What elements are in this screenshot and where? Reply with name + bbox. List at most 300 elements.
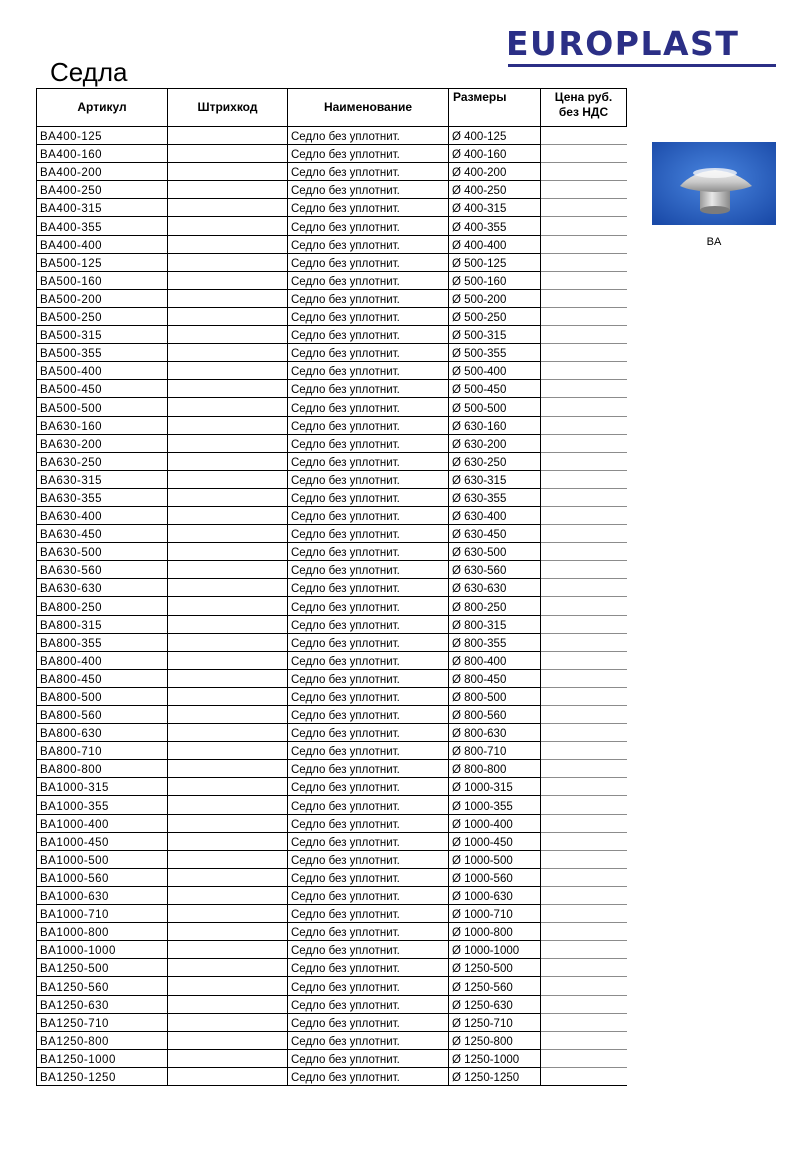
table-row <box>37 326 627 344</box>
cell-article: BA1000-1000 <box>37 941 168 959</box>
cell-barcode <box>168 307 288 325</box>
cell-name: Седло без уплотнит. <box>288 959 449 977</box>
table-row <box>37 416 627 434</box>
cell-price <box>541 597 627 615</box>
cell-name: Седло без уплотнит. <box>288 344 449 362</box>
cell-size: Ø 800-450 <box>449 669 541 687</box>
cell-article: BA1000-355 <box>37 796 168 814</box>
table-row <box>37 760 627 778</box>
cell-name: Седло без уплотнит. <box>288 199 449 217</box>
cell-name: Седло без уплотнит. <box>288 380 449 398</box>
cell-article: BA500-200 <box>37 289 168 307</box>
cell-size: Ø 630-200 <box>449 434 541 452</box>
cell-article: BA400-160 <box>37 145 168 163</box>
cell-article: BA800-560 <box>37 706 168 724</box>
page-title: Седла <box>50 57 128 87</box>
cell-article: BA400-315 <box>37 199 168 217</box>
cell-size: Ø 630-250 <box>449 452 541 470</box>
cell-size: Ø 630-400 <box>449 506 541 524</box>
cell-price <box>541 1049 627 1067</box>
cell-price <box>541 163 627 181</box>
cell-barcode <box>168 923 288 941</box>
cell-barcode <box>168 561 288 579</box>
cell-article: BA800-315 <box>37 615 168 633</box>
table-row <box>37 814 627 832</box>
cell-size: Ø 500-200 <box>449 289 541 307</box>
cell-price <box>541 706 627 724</box>
cell-size: Ø 800-500 <box>449 687 541 705</box>
cell-article: BA800-800 <box>37 760 168 778</box>
cell-name: Седло без уплотнит. <box>288 814 449 832</box>
cell-size: Ø 800-630 <box>449 724 541 742</box>
table-row <box>37 235 627 253</box>
cell-name: Седло без уплотнит. <box>288 760 449 778</box>
table-row <box>37 651 627 669</box>
cell-size: Ø 630-560 <box>449 561 541 579</box>
cell-barcode <box>168 1013 288 1031</box>
cell-name: Седло без уплотнит. <box>288 850 449 868</box>
cell-article: BA630-315 <box>37 470 168 488</box>
cell-article: BA1000-450 <box>37 832 168 850</box>
cell-price <box>541 398 627 416</box>
cell-barcode <box>168 416 288 434</box>
saddle-product-image <box>652 142 776 225</box>
cell-article: BA500-125 <box>37 253 168 271</box>
cell-name: Седло без уплотнит. <box>288 488 449 506</box>
cell-barcode <box>168 941 288 959</box>
cell-barcode <box>168 543 288 561</box>
header-price-line2: без НДС <box>558 105 609 119</box>
cell-barcode <box>168 452 288 470</box>
cell-article: BA500-400 <box>37 362 168 380</box>
cell-barcode <box>168 253 288 271</box>
cell-size: Ø 630-355 <box>449 488 541 506</box>
cell-article: BA1000-315 <box>37 778 168 796</box>
table-row <box>37 127 627 145</box>
table-row <box>37 941 627 959</box>
cell-article: BA630-560 <box>37 561 168 579</box>
cell-barcode <box>168 217 288 235</box>
cell-barcode <box>168 289 288 307</box>
cell-article: BA500-315 <box>37 326 168 344</box>
cell-price <box>541 778 627 796</box>
cell-article: BA800-355 <box>37 633 168 651</box>
cell-article: BA630-630 <box>37 579 168 597</box>
cell-size: Ø 800-560 <box>449 706 541 724</box>
cell-article: BA1250-800 <box>37 1031 168 1049</box>
cell-price <box>541 253 627 271</box>
cell-price <box>541 380 627 398</box>
table-row <box>37 995 627 1013</box>
cell-barcode <box>168 398 288 416</box>
cell-price <box>541 796 627 814</box>
table-row <box>37 923 627 941</box>
cell-article: BA500-160 <box>37 271 168 289</box>
cell-barcode <box>168 959 288 977</box>
cell-article: BA800-710 <box>37 742 168 760</box>
cell-name: Седло без уплотнит. <box>288 615 449 633</box>
table-row <box>37 850 627 868</box>
table-row <box>37 687 627 705</box>
cell-price <box>541 145 627 163</box>
cell-name: Седло без уплотнит. <box>288 832 449 850</box>
cell-barcode <box>168 905 288 923</box>
cell-name: Седло без уплотнит. <box>288 326 449 344</box>
cell-name: Седло без уплотнит. <box>288 307 449 325</box>
cell-size: Ø 1000-630 <box>449 886 541 904</box>
cell-price <box>541 434 627 452</box>
table-row <box>37 181 627 199</box>
cell-price <box>541 651 627 669</box>
cell-size: Ø 1250-1250 <box>449 1067 541 1085</box>
cell-article: BA400-355 <box>37 217 168 235</box>
cell-price <box>541 362 627 380</box>
cell-barcode <box>168 506 288 524</box>
logo-underline <box>508 64 776 67</box>
cell-article: BA630-160 <box>37 416 168 434</box>
cell-barcode <box>168 814 288 832</box>
cell-barcode <box>168 995 288 1013</box>
cell-price <box>541 905 627 923</box>
cell-barcode <box>168 760 288 778</box>
cell-price <box>541 561 627 579</box>
cell-size: Ø 400-200 <box>449 163 541 181</box>
cell-article: BA800-500 <box>37 687 168 705</box>
table-row <box>37 271 627 289</box>
cell-price <box>541 941 627 959</box>
cell-barcode <box>168 977 288 995</box>
cell-name: Седло без уплотнит. <box>288 724 449 742</box>
table-row <box>37 886 627 904</box>
cell-size: Ø 1250-800 <box>449 1031 541 1049</box>
cell-price <box>541 470 627 488</box>
cell-price <box>541 344 627 362</box>
cell-barcode <box>168 163 288 181</box>
cell-price <box>541 959 627 977</box>
cell-name: Седло без уплотнит. <box>288 651 449 669</box>
cell-size: Ø 500-125 <box>449 253 541 271</box>
table-row <box>37 452 627 470</box>
cell-article: BA630-400 <box>37 506 168 524</box>
table-row <box>37 199 627 217</box>
cell-article: BA400-400 <box>37 235 168 253</box>
cell-article: BA1250-630 <box>37 995 168 1013</box>
cell-name: Седло без уплотнит. <box>288 977 449 995</box>
cell-size: Ø 800-355 <box>449 633 541 651</box>
cell-price <box>541 832 627 850</box>
cell-barcode <box>168 326 288 344</box>
cell-price <box>541 724 627 742</box>
cell-barcode <box>168 380 288 398</box>
cell-name: Седло без уплотнит. <box>288 687 449 705</box>
cell-barcode <box>168 344 288 362</box>
table-row <box>37 506 627 524</box>
cell-price <box>541 199 627 217</box>
cell-name: Седло без уплотнит. <box>288 525 449 543</box>
cell-size: Ø 500-315 <box>449 326 541 344</box>
cell-barcode <box>168 633 288 651</box>
cell-barcode <box>168 850 288 868</box>
cell-price <box>541 307 627 325</box>
cell-price <box>541 452 627 470</box>
cell-size: Ø 500-355 <box>449 344 541 362</box>
price-table <box>36 88 627 1086</box>
logo-text: EUROPLAST <box>506 24 740 63</box>
cell-size: Ø 1250-500 <box>449 959 541 977</box>
table-row <box>37 832 627 850</box>
cell-size: Ø 630-450 <box>449 525 541 543</box>
cell-name: Седло без уплотнит. <box>288 398 449 416</box>
cell-article: BA400-125 <box>37 127 168 145</box>
table-row <box>37 307 627 325</box>
cell-barcode <box>168 1031 288 1049</box>
cell-size: Ø 400-315 <box>449 199 541 217</box>
cell-barcode <box>168 651 288 669</box>
cell-price <box>541 977 627 995</box>
cell-name: Седло без уплотнит. <box>288 905 449 923</box>
table-row <box>37 145 627 163</box>
cell-article: BA1000-400 <box>37 814 168 832</box>
cell-size: Ø 800-315 <box>449 615 541 633</box>
cell-article: BA500-500 <box>37 398 168 416</box>
cell-price <box>541 615 627 633</box>
cell-price <box>541 868 627 886</box>
cell-size: Ø 500-250 <box>449 307 541 325</box>
cell-price <box>541 525 627 543</box>
cell-article: BA1000-630 <box>37 886 168 904</box>
table-row <box>37 1013 627 1031</box>
table-row <box>37 398 627 416</box>
cell-price <box>541 1031 627 1049</box>
cell-size: Ø 1000-400 <box>449 814 541 832</box>
table-row <box>37 742 627 760</box>
table-row <box>37 1067 627 1085</box>
cell-size: Ø 800-250 <box>449 597 541 615</box>
cell-price <box>541 995 627 1013</box>
cell-price <box>541 181 627 199</box>
cell-barcode <box>168 579 288 597</box>
cell-size: Ø 800-710 <box>449 742 541 760</box>
table-row <box>37 380 627 398</box>
cell-name: Седло без уплотнит. <box>288 579 449 597</box>
cell-article: BA1250-1000 <box>37 1049 168 1067</box>
cell-price <box>541 923 627 941</box>
cell-article: BA500-355 <box>37 344 168 362</box>
cell-size: Ø 500-500 <box>449 398 541 416</box>
cell-price <box>541 127 627 145</box>
cell-article: BA800-630 <box>37 724 168 742</box>
cell-name: Седло без уплотнит. <box>288 434 449 452</box>
cell-name: Седло без уплотнит. <box>288 217 449 235</box>
cell-price <box>541 669 627 687</box>
header-price <box>541 89 627 127</box>
cell-name: Седло без уплотнит. <box>288 868 449 886</box>
cell-name: Седло без уплотнит. <box>288 923 449 941</box>
cell-price <box>541 633 627 651</box>
cell-name: Седло без уплотнит. <box>288 742 449 760</box>
cell-price <box>541 886 627 904</box>
table-header-row <box>37 89 627 127</box>
cell-name: Седло без уплотнит. <box>288 941 449 959</box>
cell-article: BA500-450 <box>37 380 168 398</box>
cell-size: Ø 1000-800 <box>449 923 541 941</box>
table-row <box>37 706 627 724</box>
cell-barcode <box>168 868 288 886</box>
cell-name: Седло без уплотнит. <box>288 145 449 163</box>
cell-size: Ø 500-400 <box>449 362 541 380</box>
cell-name: Седло без уплотнит. <box>288 235 449 253</box>
cell-article: BA630-450 <box>37 525 168 543</box>
cell-barcode <box>168 597 288 615</box>
cell-article: BA1250-710 <box>37 1013 168 1031</box>
cell-size: Ø 400-250 <box>449 181 541 199</box>
cell-size: Ø 1000-355 <box>449 796 541 814</box>
cell-article: BA800-400 <box>37 651 168 669</box>
cell-name: Седло без уплотнит. <box>288 778 449 796</box>
cell-price <box>541 850 627 868</box>
table-row <box>37 217 627 235</box>
cell-barcode <box>168 434 288 452</box>
table-row <box>37 362 627 380</box>
cell-name: Седло без уплотнит. <box>288 1067 449 1085</box>
cell-article: BA1000-560 <box>37 868 168 886</box>
cell-article: BA500-250 <box>37 307 168 325</box>
cell-price <box>541 488 627 506</box>
cell-size: Ø 1000-315 <box>449 778 541 796</box>
cell-size: Ø 630-630 <box>449 579 541 597</box>
cell-barcode <box>168 886 288 904</box>
cell-size: Ø 1250-560 <box>449 977 541 995</box>
table-row <box>37 868 627 886</box>
cell-name: Седло без уплотнит. <box>288 181 449 199</box>
cell-size: Ø 500-160 <box>449 271 541 289</box>
header-name: Наименование <box>288 89 449 127</box>
cell-article: BA1250-1250 <box>37 1067 168 1085</box>
cell-price <box>541 687 627 705</box>
table-row <box>37 434 627 452</box>
table-row <box>37 344 627 362</box>
table-row <box>37 1049 627 1067</box>
cell-size: Ø 1000-450 <box>449 832 541 850</box>
header-barcode: Штрихкод <box>168 89 288 127</box>
cell-price <box>541 543 627 561</box>
table-row <box>37 615 627 633</box>
table-body <box>37 127 627 1086</box>
cell-price <box>541 742 627 760</box>
cell-size: Ø 630-500 <box>449 543 541 561</box>
cell-barcode <box>168 706 288 724</box>
cell-barcode <box>168 127 288 145</box>
cell-name: Седло без уплотнит. <box>288 253 449 271</box>
cell-article: BA630-250 <box>37 452 168 470</box>
cell-name: Седло без уплотнит. <box>288 597 449 615</box>
table-row <box>37 724 627 742</box>
cell-size: Ø 800-800 <box>449 760 541 778</box>
cell-article: BA400-200 <box>37 163 168 181</box>
cell-price <box>541 1013 627 1031</box>
cell-barcode <box>168 1067 288 1085</box>
cell-article: BA1000-800 <box>37 923 168 941</box>
table-row <box>37 543 627 561</box>
cell-size: Ø 1000-560 <box>449 868 541 886</box>
cell-name: Седло без уплотнит. <box>288 1049 449 1067</box>
cell-name: Седло без уплотнит. <box>288 706 449 724</box>
cell-barcode <box>168 778 288 796</box>
cell-size: Ø 800-400 <box>449 651 541 669</box>
cell-price <box>541 760 627 778</box>
cell-name: Седло без уплотнит. <box>288 271 449 289</box>
cell-article: BA630-200 <box>37 434 168 452</box>
header-article: Артикул <box>37 89 168 127</box>
cell-barcode <box>168 724 288 742</box>
table-row <box>37 977 627 995</box>
cell-article: BA400-250 <box>37 181 168 199</box>
cell-price <box>541 326 627 344</box>
cell-name: Седло без уплотнит. <box>288 561 449 579</box>
cell-barcode <box>168 687 288 705</box>
europlast-logo <box>506 26 778 70</box>
header-price-line1: Цена руб. <box>554 90 613 104</box>
cell-name: Седло без уплотнит. <box>288 362 449 380</box>
cell-price <box>541 506 627 524</box>
cell-name: Седло без уплотнит. <box>288 1013 449 1031</box>
table-row <box>37 959 627 977</box>
table-row <box>37 905 627 923</box>
table-row <box>37 597 627 615</box>
table-row <box>37 163 627 181</box>
cell-barcode <box>168 181 288 199</box>
cell-barcode <box>168 362 288 380</box>
table-row <box>37 488 627 506</box>
cell-name: Седло без уплотнит. <box>288 452 449 470</box>
cell-size: Ø 1250-710 <box>449 1013 541 1031</box>
table-row <box>37 561 627 579</box>
cell-size: Ø 630-315 <box>449 470 541 488</box>
cell-price <box>541 416 627 434</box>
header-size: Размеры <box>449 89 541 127</box>
cell-barcode <box>168 742 288 760</box>
cell-size: Ø 1250-630 <box>449 995 541 1013</box>
cell-article: BA630-500 <box>37 543 168 561</box>
table-row <box>37 253 627 271</box>
cell-price <box>541 1067 627 1085</box>
cell-barcode <box>168 615 288 633</box>
cell-size: Ø 1000-710 <box>449 905 541 923</box>
cell-article: BA630-355 <box>37 488 168 506</box>
table-row <box>37 633 627 651</box>
cell-name: Седло без уплотнит. <box>288 127 449 145</box>
cell-article: BA800-250 <box>37 597 168 615</box>
cell-name: Седло без уплотнит. <box>288 995 449 1013</box>
cell-price <box>541 289 627 307</box>
cell-barcode <box>168 796 288 814</box>
cell-price <box>541 579 627 597</box>
cell-size: Ø 1000-500 <box>449 850 541 868</box>
cell-size: Ø 400-160 <box>449 145 541 163</box>
cell-price <box>541 235 627 253</box>
cell-name: Седло без уплотнит. <box>288 886 449 904</box>
cell-barcode <box>168 199 288 217</box>
product-image-caption: BA <box>706 236 722 248</box>
cell-article: BA1000-500 <box>37 850 168 868</box>
cell-name: Седло без уплотнит. <box>288 669 449 687</box>
table-row <box>37 525 627 543</box>
cell-barcode <box>168 832 288 850</box>
cell-size: Ø 630-160 <box>449 416 541 434</box>
cell-name: Седло без уплотнит. <box>288 289 449 307</box>
cell-name: Седло без уплотнит. <box>288 416 449 434</box>
cell-size: Ø 400-355 <box>449 217 541 235</box>
